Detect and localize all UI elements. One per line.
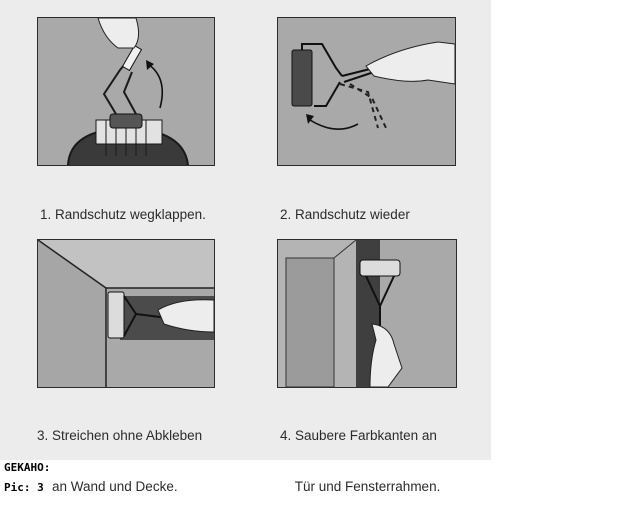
step-3-caption — [37, 393, 202, 529]
step-4-caption — [280, 393, 440, 529]
step-2-illustration — [277, 17, 456, 166]
step-4-caption-line2: Tür und Fensterrahmen. — [280, 479, 441, 494]
step-1-illustration — [37, 17, 215, 166]
footer-pic-number: Pic: 3 — [4, 481, 44, 494]
step-1-caption-line1: 1. Randschutz wegklappen. — [40, 207, 206, 222]
footer-label: GEKAHO: — [4, 461, 51, 474]
step-3-caption-line1: 3. Streichen ohne Abkleben — [37, 428, 203, 443]
step-3-caption-line2: an Wand und Decke. — [37, 479, 178, 494]
step-4-caption-line1: 4. Saubere Farbkanten an — [280, 428, 437, 443]
step-4-illustration — [277, 239, 457, 388]
step-3-illustration — [37, 239, 215, 388]
step-2-caption-line1: 2. Randschutz wieder — [280, 207, 410, 222]
